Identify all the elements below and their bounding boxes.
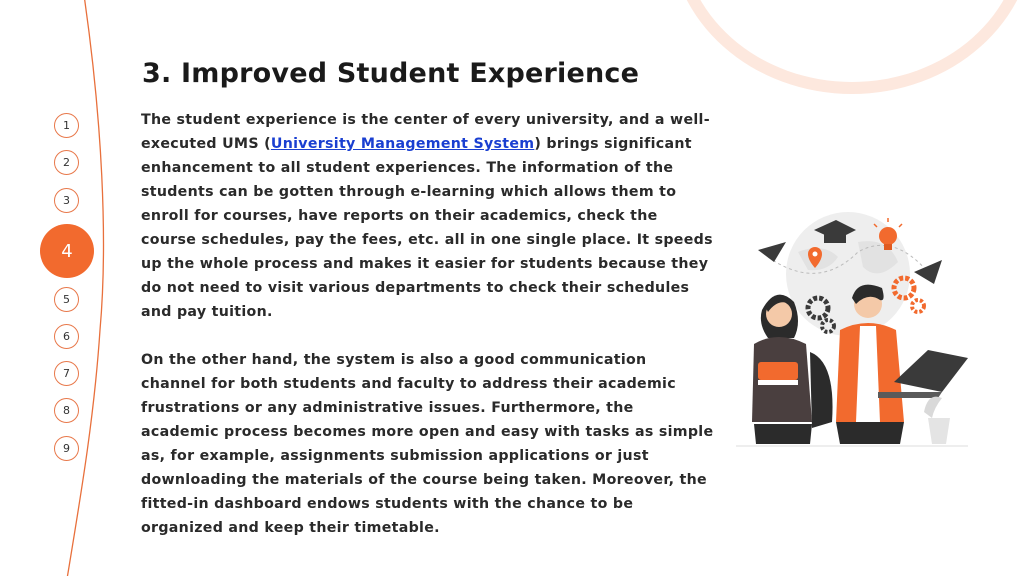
plant-decoration: [924, 397, 950, 444]
nav-item-5[interactable]: 5: [54, 287, 79, 312]
slide-title: 3. Improved Student Experience: [142, 58, 640, 89]
ums-link[interactable]: University Management System: [270, 136, 535, 152]
nav-item-7[interactable]: 7: [54, 361, 79, 386]
nav-item-2[interactable]: 2: [54, 150, 79, 175]
paragraph-1-start: The student experience is the center of every university, and a well-executed UMS (: [141, 112, 710, 152]
paper-plane-icon: [914, 260, 942, 284]
students-illustration: [728, 212, 974, 452]
nav-item-4-active[interactable]: 4: [40, 224, 94, 278]
paper-plane-icon: [758, 242, 786, 262]
decorative-arc: [670, 0, 1024, 94]
slide-navigation: [0, 0, 140, 576]
paragraph-2: On the other hand, the system is also a good communication channel for both students and faculty to address their academic frustrations or any administrative issues. Furthermore, the academic process becomes more open and easy with tasks as simple as, for example, assignments submission applications or just downloading the materials of the course being taken. Moreover, the fitted-in dashboard endows students with the chance to be organized and keep their timetable.: [141, 352, 714, 536]
nav-item-3[interactable]: 3: [54, 188, 79, 213]
nav-item-9[interactable]: 9: [54, 436, 79, 461]
paragraph-1: [141, 108, 716, 324]
nav-item-1[interactable]: 1: [54, 113, 79, 138]
nav-item-6[interactable]: 6: [54, 324, 79, 349]
paragraph-1-end: ) brings significant enhancement to all student experiences. The information of the students can be gotten through e-learning which allows them to enroll for courses, have reports on their academics, check the course schedules, pay the fees, etc. all in one single place. It speeds up the whole process and makes it easier for students because they do not need to visit various departments to check their schedules and pay tuition.: [141, 136, 713, 320]
slide-body: [141, 108, 716, 540]
nav-item-8[interactable]: 8: [54, 398, 79, 423]
